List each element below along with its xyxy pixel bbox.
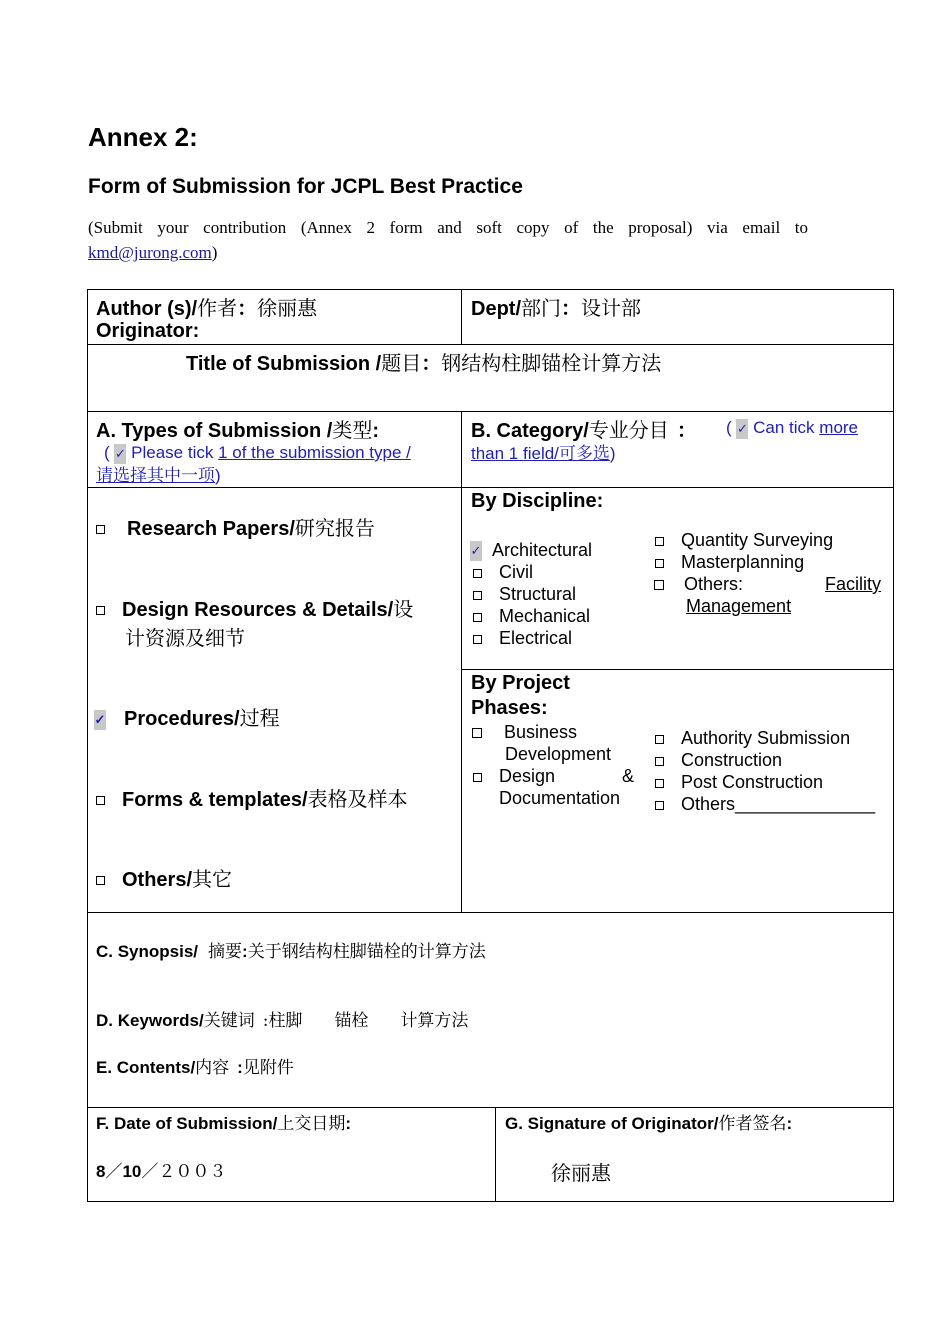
type-option-design-resources-line2: 计资源及细节 bbox=[125, 626, 245, 650]
discipline-structural[interactable]: Structural bbox=[473, 584, 576, 605]
contents-value: 见附件 bbox=[242, 1058, 294, 1078]
checkbox-icon[interactable] bbox=[655, 779, 664, 788]
category-instruction: ( ✓ Can tick more bbox=[726, 418, 859, 437]
keyword-value: 柱脚 bbox=[268, 1011, 303, 1031]
signature-value: 徐丽惠 bbox=[551, 1161, 611, 1185]
discipline-electrical[interactable]: Electrical bbox=[473, 628, 572, 649]
checkbox-icon[interactable] bbox=[655, 559, 664, 568]
discipline-mechanical[interactable]: Mechanical bbox=[473, 606, 590, 627]
dept-value: 设计部 bbox=[581, 296, 641, 320]
discipline-quantity-surveying[interactable]: Quantity Surveying bbox=[655, 530, 833, 551]
synopsis-field: C. Synopsis/ 摘要:关于钢结构柱脚锚栓的计算方法 bbox=[96, 942, 486, 962]
intro-email-line bbox=[88, 240, 217, 265]
discipline-masterplanning[interactable]: Masterplanning bbox=[655, 552, 804, 573]
checkbox-icon[interactable] bbox=[655, 735, 664, 744]
checkbox-icon[interactable] bbox=[96, 525, 105, 534]
discipline-others-value-line2: Management bbox=[686, 596, 792, 616]
type-option-others[interactable]: Others/其它 bbox=[96, 863, 232, 892]
discipline-civil[interactable]: Civil bbox=[473, 562, 533, 583]
type-option-design-resources[interactable]: Design Resources & Details/设 bbox=[96, 593, 413, 622]
checkbox-icon[interactable] bbox=[96, 796, 105, 805]
phase-business-development-line2: Development bbox=[505, 744, 612, 764]
checkbox-icon[interactable] bbox=[96, 606, 105, 615]
discipline-architectural[interactable]: ✓ Architectural bbox=[470, 540, 593, 560]
types-instruction-cn: 请选择其中一项) bbox=[96, 466, 221, 486]
phase-others[interactable]: Others______________ bbox=[655, 794, 875, 815]
checkbox-icon[interactable] bbox=[472, 728, 482, 738]
signature-label: G. Signature of Originator/作者签名: bbox=[505, 1114, 793, 1134]
keyword-value: 计算方法 bbox=[400, 1011, 469, 1031]
checkbox-icon[interactable] bbox=[473, 591, 482, 600]
intro-line: (Submit your contribution (Annex 2 form and soft copy of the proposal) via email to bbox=[88, 218, 808, 237]
checkbox-icon[interactable] bbox=[473, 773, 482, 782]
discipline-others-value: Facility bbox=[825, 574, 882, 594]
form-title: Form of Submission for JCPL Best Practice bbox=[88, 175, 523, 198]
phase-design-amp: & bbox=[622, 766, 635, 786]
title-of-submission: Title of Submission /题目：钢结构柱脚锚栓计算方法 bbox=[186, 351, 662, 375]
keyword-value: 锚栓 bbox=[334, 1011, 369, 1031]
check-icon[interactable]: ✓ bbox=[94, 710, 106, 730]
checkbox-icon[interactable] bbox=[655, 801, 664, 810]
phases-heading-line1: By Project bbox=[471, 672, 570, 694]
email-link[interactable]: kmd@jurong.com bbox=[88, 243, 212, 262]
types-heading: A. Types of Submission /类型: bbox=[96, 418, 379, 442]
check-icon[interactable]: ✓ bbox=[470, 541, 482, 561]
type-option-forms[interactable]: Forms & templates/表格及样本 bbox=[96, 783, 408, 812]
checkbox-icon[interactable] bbox=[473, 635, 482, 644]
check-icon: ✓ bbox=[736, 419, 748, 439]
phase-authority-submission[interactable]: Authority Submission bbox=[655, 728, 850, 749]
checkbox-icon[interactable] bbox=[655, 757, 664, 766]
types-instruction: ( ✓ Please tick 1 of the submission type / bbox=[104, 443, 411, 462]
checkbox-icon[interactable] bbox=[473, 569, 482, 578]
contents-field: E. Contents/内容 :见附件 bbox=[96, 1058, 294, 1078]
phase-business-development[interactable]: Business bbox=[472, 722, 577, 743]
checkbox-icon[interactable] bbox=[96, 876, 105, 885]
phase-construction[interactable]: Construction bbox=[655, 750, 782, 771]
intro-close: ) bbox=[211, 243, 218, 262]
title-value: 钢结构柱脚锚栓计算方法 bbox=[441, 351, 662, 375]
checkbox-icon[interactable] bbox=[473, 613, 482, 622]
category-instruction-line2: than 1 field/可多选) bbox=[471, 444, 616, 464]
dept-field: Dept/部门：设计部 bbox=[471, 296, 641, 320]
checkbox-icon[interactable] bbox=[655, 537, 664, 546]
author-value: 徐丽惠 bbox=[257, 296, 318, 320]
synopsis-value: 关于钢结构柱脚锚栓的计算方法 bbox=[247, 942, 486, 962]
discipline-heading: By Discipline: bbox=[471, 490, 604, 512]
phase-design-documentation[interactable]: Design bbox=[473, 766, 555, 787]
phases-heading-line2: Phases: bbox=[471, 697, 548, 719]
phase-post-construction[interactable]: Post Construction bbox=[655, 772, 823, 793]
phase-design-documentation-line2: Documentation bbox=[499, 788, 621, 808]
originator-label: Originator: bbox=[96, 320, 200, 342]
discipline-others[interactable]: Others: bbox=[654, 574, 743, 595]
category-heading: B. Category/专业分目 ： bbox=[471, 418, 697, 442]
type-option-research[interactable]: Research Papers/研究报告 bbox=[96, 512, 375, 541]
check-icon: ✓ bbox=[114, 444, 126, 464]
author-field: Author (s)/作者：徐丽惠 bbox=[96, 296, 318, 320]
annex-heading: Annex 2: bbox=[88, 122, 198, 152]
keywords-field: D. Keywords/关键词 :柱脚 锚栓 计算方法 bbox=[96, 1011, 469, 1031]
date-value: 8／10／２００３ bbox=[96, 1162, 227, 1182]
type-option-procedures[interactable]: ✓ Procedures/过程 bbox=[94, 706, 280, 730]
checkbox-icon[interactable] bbox=[654, 580, 664, 590]
date-label: F. Date of Submission/上交日期: bbox=[96, 1114, 352, 1134]
